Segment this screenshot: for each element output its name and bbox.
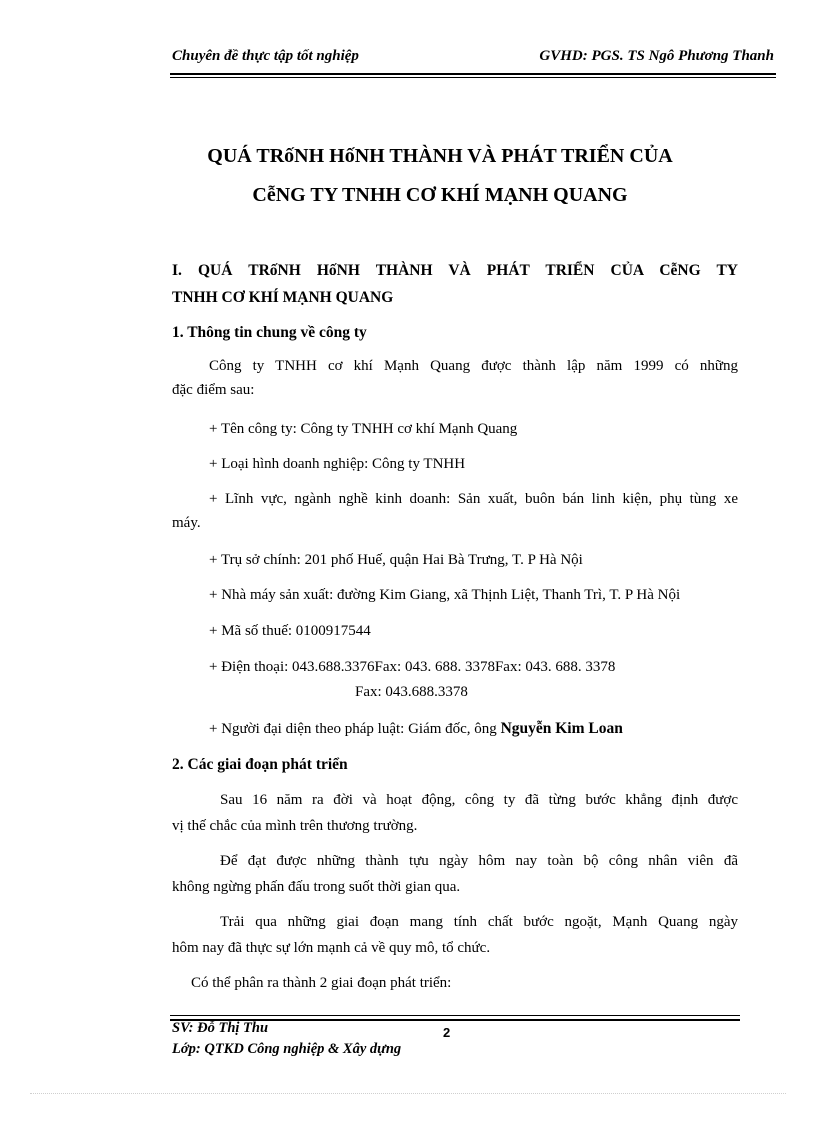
representative-name: Nguyễn Kim Loan	[500, 720, 623, 737]
subsection-heading-2: 2. Các giai đoạn phát triển	[172, 756, 348, 773]
page-title-line2: CễNG TY TNHH CƠ KHÍ MẠNH QUANG	[252, 184, 628, 206]
header-left: Chuyên đề thực tập tốt nghiệp	[172, 48, 359, 64]
para4: Có thể phân ra thành 2 giai đoạn phát triển:	[191, 975, 452, 991]
item-company-type: + Loại hình doanh nghiệp: Công ty TNHH	[209, 456, 466, 472]
item-fax: Fax: 043.688.3378	[355, 684, 468, 700]
item-phone: + Điện thoại: 043.688.3376Fax: 043. 688. 3378Fax: 043. 688. 3378	[209, 659, 616, 675]
para3-line1: Trải qua những giai đoạn mang tính chất bước ngoặt, Mạnh Quang ngày	[220, 914, 738, 930]
representative-label: + Người đại diện theo pháp luật: Giám đốc, ông	[209, 721, 501, 737]
item-business-field-line1: + Lĩnh vực, ngành nghề kinh doanh: Sản xuất, buôn bán linh kiện, phụ tùng xe	[209, 491, 738, 507]
footer-rule-thin	[170, 1015, 740, 1016]
page-header	[172, 48, 774, 70]
header-rule-thick	[170, 73, 776, 75]
para3-line2: hôm nay đã thực sự lớn mạnh cả về quy mô, tổ chức.	[172, 940, 491, 956]
section-heading-line1: I. QUÁ TRốNH HốNH THÀNH VÀ PHÁT TRIỂN CỦA CễNG TY	[172, 262, 738, 279]
item-head-office: + Trụ sở chính: 201 phố Huế, quận Hai Bà Trưng, T. P Hà Nội	[209, 552, 583, 568]
footer-student: SV: Đỗ Thị Thu	[172, 1020, 269, 1036]
header-rule-thin	[170, 77, 776, 78]
page-number: 2	[443, 1025, 451, 1040]
para2-line1: Để đạt được những thành tựu ngày hôm nay toàn bộ công nhân viên đã	[220, 853, 738, 869]
page-title-line1: QUÁ TRốNH HốNH THÀNH VÀ PHÁT TRIỂN CỦA	[207, 145, 673, 167]
header-right: GVHD: PGS. TS Ngô Phương Thanh	[539, 48, 774, 64]
subsection-heading-1: 1. Thông tin chung về công ty	[172, 324, 367, 341]
page-bottom-divider	[30, 1093, 786, 1094]
para1-line2: vị thế chắc của mình trên thương trường.	[172, 818, 418, 834]
item-factory: + Nhà máy sản xuất: đường Kim Giang, xã Thịnh Liệt, Thanh Trì, T. P Hà Nội	[209, 587, 681, 603]
item-business-field-line2: máy.	[172, 515, 201, 531]
footer-class: Lớp: QTKD Công nghiệp & Xây dựng	[172, 1041, 402, 1057]
item-company-name: + Tên công ty: Công ty TNHH cơ khí Mạnh Quang	[209, 421, 518, 437]
intro-line2: đặc điểm sau:	[172, 382, 255, 398]
intro-line1: Công ty TNHH cơ khí Mạnh Quang được thành lập năm 1999 có những	[209, 358, 738, 374]
item-tax-code: + Mã số thuế: 0100917544	[209, 623, 371, 639]
para1-line1: Sau 16 năm ra đời và hoạt động, công ty đã từng bước khẳng định được	[220, 792, 738, 808]
section-heading-line2: TNHH CƠ KHÍ MẠNH QUANG	[172, 289, 394, 306]
item-representative	[209, 720, 623, 738]
para2-line2: không ngừng phấn đấu trong suốt thời gian qua.	[172, 879, 461, 895]
